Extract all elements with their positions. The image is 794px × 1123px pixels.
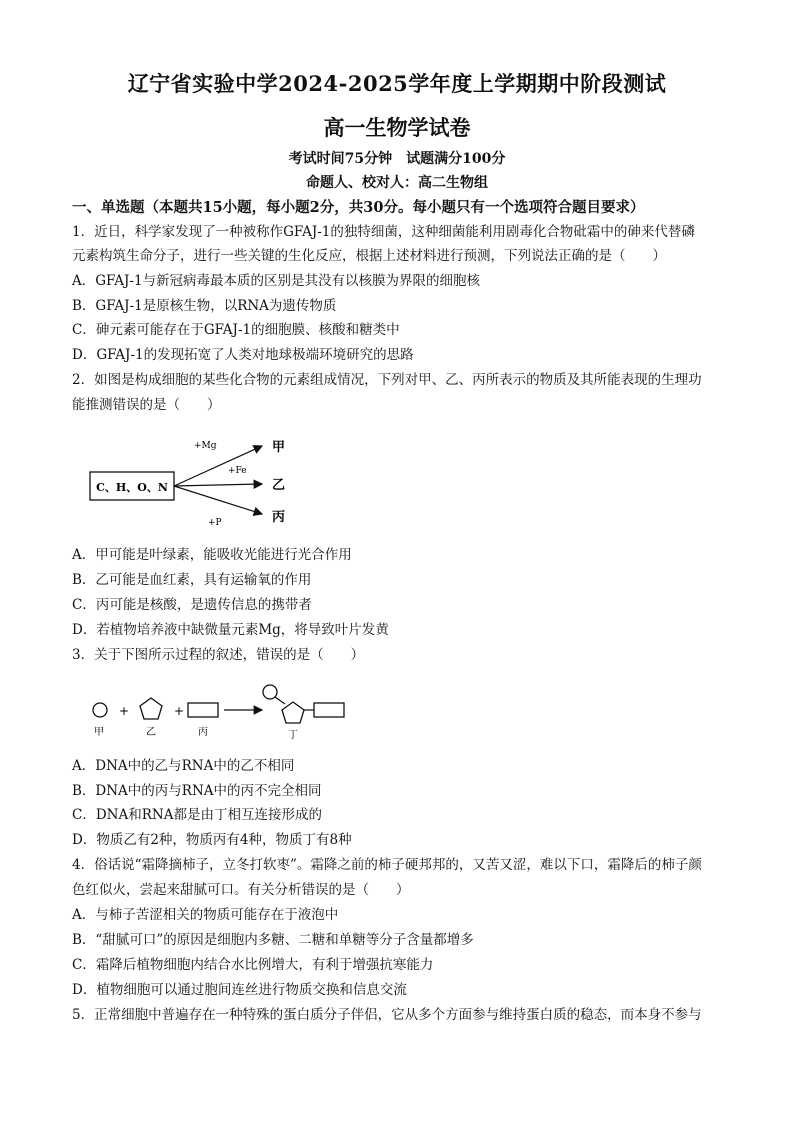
element-box-label: C、H、O、N <box>96 481 168 494</box>
q2-stem-line1: 2．如图是构成细胞的某些化合物的元素组成情况，下列对甲、乙、丙所表示的物质及其所能表现的生理功 <box>72 372 702 388</box>
q1-stem-line1: 1．近日，科学家发现了一种被称作GFAJ-1的独特细菌，这种细菌能利用剧毒化合物砒霜中的砷来代替磷 <box>72 224 695 240</box>
q4-option-a: A．与柿子苦涩相关的物质可能存在于液泡中 <box>72 907 339 923</box>
q3-option-c: C．DNA和RNA都是由丁相互连接形成的 <box>72 807 322 823</box>
q2-element-diagram <box>86 430 296 530</box>
q3-option-a: A．DNA中的乙与RNA中的乙不相同 <box>72 758 295 774</box>
q3-option-b: B．DNA中的丙与RNA中的丙不完全相同 <box>72 783 322 799</box>
label-bing: 丙 <box>198 727 208 738</box>
q3-option-d: D．物质乙有2种，物质丙有4种，物质丁有8种 <box>72 832 352 848</box>
target-jia: 甲 <box>272 440 286 455</box>
nucleotide-base <box>314 703 344 717</box>
label-yi: 乙 <box>146 727 156 738</box>
exam-subtitle: 高一生物学试卷 <box>323 115 471 140</box>
q4-option-d: D．植物细胞可以通过胞间连丝进行物质交换和信息交流 <box>72 982 407 998</box>
label-ding: 丁 <box>288 730 298 741</box>
plus-1: + <box>119 704 130 718</box>
arrow-to-bing <box>174 486 262 514</box>
q4-option-b: B．“甜腻可口”的原因是细胞内多糖、二糖和单糖等分子含量都增多 <box>72 932 474 948</box>
q5-stem-line1: 5．正常细胞中普遍存在一种特殊的蛋白质分子伴侣，它从多个方面参与维持蛋白质的稳态，而本身不参与 <box>72 1007 702 1023</box>
arrow-to-yi <box>174 484 262 486</box>
nucleotide-phosphate <box>263 685 277 699</box>
q2-option-d: D．若植物培养液中缺微量元素Mg，将导致叶片发黄 <box>72 622 389 638</box>
label-mg: +Mg <box>194 441 217 451</box>
q3-nucleotide-diagram <box>86 680 356 742</box>
nucleotide-bond-1 <box>275 697 285 704</box>
target-bing: 丙 <box>272 510 286 525</box>
label-p: +P <box>208 518 222 528</box>
q4-stem-line2: 色红似火，尝起来甜腻可口。有关分析错误的是（ ） <box>72 882 410 898</box>
exam-title: 辽宁省实验中学2024-2025学年度上学期期中阶段测试 <box>127 71 667 96</box>
q2-stem-line2: 能推测错误的是（ ） <box>72 397 221 413</box>
q2-option-b: B．乙可能是血红素，具有运输氧的作用 <box>72 572 312 588</box>
label-fe: +Fe <box>228 466 247 476</box>
exam-time-score: 考试时间75分钟 试题满分100分 <box>288 151 506 167</box>
section-heading: 一、单选题（本题共15小题，每小题2分，共30分。每小题只有一个选项符合题目要求） <box>72 199 645 216</box>
q2-option-c: C．丙可能是核酸，是遗传信息的携带者 <box>72 597 312 613</box>
q4-option-c: C．霜降后植物细胞内结合水比例增大，有利于增强抗寒能力 <box>72 957 434 973</box>
nucleotide-pentagon <box>282 702 304 723</box>
target-yi: 乙 <box>272 478 286 493</box>
plus-2: + <box>174 704 185 718</box>
arrow-to-jia <box>174 446 262 486</box>
q4-stem-line1: 4．俗话说“霜降摘柿子，立冬打软枣”。霜降之前的柿子硬邦邦的，又苦又涩，难以下口，霜降后的柿子颜 <box>72 857 702 873</box>
label-jia: 甲 <box>94 727 104 738</box>
phosphate-circle <box>93 703 107 717</box>
pentose-pentagon <box>140 698 162 719</box>
q1-option-a: A．GFAJ-1与新冠病毒最本质的区别是其没有以核膜为界限的细胞核 <box>72 273 481 289</box>
q1-option-c: C．砷元素可能存在于GFAJ-1的细胞膜、核酸和糖类中 <box>72 322 400 338</box>
exam-authors: 命题人、校对人：高二生物组 <box>306 175 488 191</box>
q1-option-d: D．GFAJ-1的发现拓宽了人类对地球极端环境研究的思路 <box>72 347 414 363</box>
base-rectangle <box>188 703 218 717</box>
q1-option-b: B．GFAJ-1是原核生物，以RNA为遗传物质 <box>72 298 337 314</box>
q3-stem: 3．关于下图所示过程的叙述，错误的是（ ） <box>72 647 365 663</box>
q2-option-a: A．甲可能是叶绿素，能吸收光能进行光合作用 <box>72 547 352 563</box>
q1-stem-line2: 元素构筑生命分子，进行一些关键的生化反应，根据上述材料进行预测，下列说法正确的是（ ） <box>72 248 666 264</box>
